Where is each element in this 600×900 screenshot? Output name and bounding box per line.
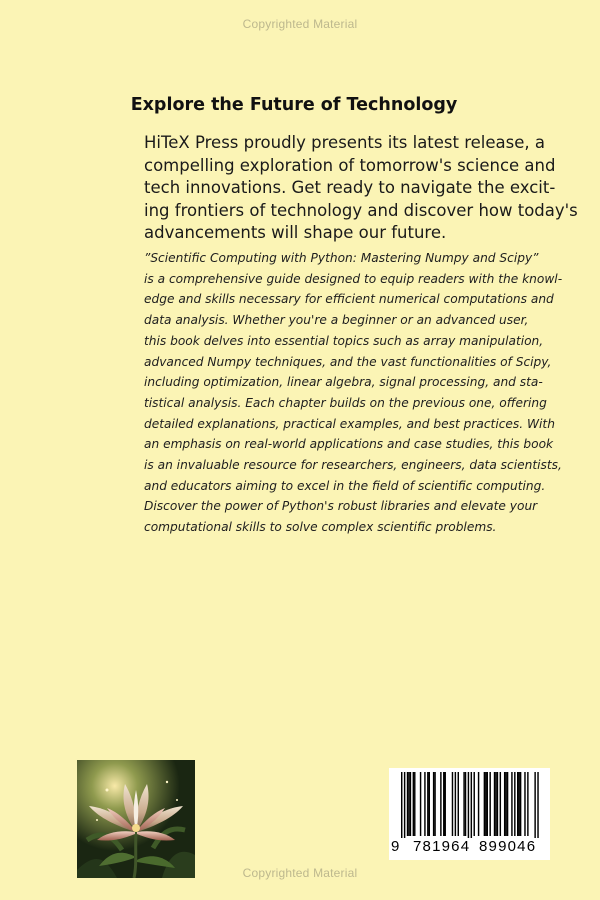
barcode-bar bbox=[505, 772, 506, 836]
barcode-bar bbox=[414, 772, 415, 836]
barcode-bar bbox=[458, 772, 459, 836]
barcode-bar bbox=[537, 772, 538, 838]
isbn-number bbox=[389, 838, 550, 858]
barcode-bar bbox=[440, 772, 441, 836]
barcode-bar bbox=[445, 772, 446, 836]
description-line: this book delves into essential topics such as array manipulation, bbox=[144, 333, 544, 348]
description-line: advanced Numpy techniques, and the vast functionalities of Scipy, bbox=[144, 354, 552, 369]
barcode-bar bbox=[500, 772, 501, 836]
isbn-left-group: 781964 bbox=[413, 838, 471, 855]
barcode-bar bbox=[463, 772, 464, 836]
isbn-right-group: 899046 bbox=[479, 838, 537, 855]
description-line: data analysis. Whether you're a beginner or an advanced user, bbox=[144, 313, 529, 328]
barcode-bar bbox=[468, 772, 469, 838]
description-line: an emphasis on real-world applications and case studies, this book bbox=[144, 437, 554, 452]
barcode-bars bbox=[389, 768, 550, 838]
book-description bbox=[144, 248, 563, 538]
intro-line: HiTeX Press proudly presents its latest release, a bbox=[144, 133, 546, 152]
barcode-bar bbox=[408, 772, 409, 836]
barcode-bar bbox=[429, 772, 430, 836]
description-line: edge and skills necessary for efficient numerical computations and bbox=[144, 292, 554, 307]
description-line: is a comprehensive guide designed to equip readers with the knowl- bbox=[144, 271, 563, 286]
barcode-bar bbox=[401, 772, 402, 838]
barcode-bar bbox=[484, 772, 485, 836]
barcode-bar bbox=[504, 772, 505, 836]
barcode-bar bbox=[520, 772, 521, 836]
barcode-bar bbox=[517, 772, 518, 836]
copyright-watermark-bottom: Copyrighted Material bbox=[242, 866, 358, 880]
barcode-bar bbox=[407, 772, 408, 836]
barcode-bar bbox=[474, 772, 475, 836]
barcode-bar bbox=[495, 772, 496, 836]
barcode-bar bbox=[455, 772, 456, 836]
description-line: is an invaluable resource for researchers, engineers, data scientists, bbox=[144, 458, 562, 473]
barcode-bar bbox=[443, 772, 444, 836]
barcode-bar bbox=[420, 772, 421, 836]
description-line: Discover the power of Python's robust libraries and elevate your bbox=[144, 499, 538, 514]
barcode-bar bbox=[452, 772, 453, 836]
barcode-bar bbox=[485, 772, 486, 836]
description-line: including optimization, linear algebra, signal processing, and sta- bbox=[144, 375, 543, 390]
publisher-intro bbox=[144, 132, 578, 245]
barcode-bar bbox=[514, 772, 515, 836]
description-line: computational skills to solve complex scientific problems. bbox=[144, 520, 497, 535]
barcode-bar bbox=[507, 772, 508, 836]
barcode-bar bbox=[424, 772, 425, 836]
intro-line: compelling exploration of tomorrow's science and bbox=[144, 155, 556, 175]
description-line: tistical analysis. Each chapter builds on the previous one, offering bbox=[144, 395, 547, 410]
intro-line: ing frontiers of technology and discover how today's bbox=[144, 200, 578, 220]
barcode-bar bbox=[524, 772, 525, 836]
flower-illustration bbox=[77, 760, 195, 878]
barcode-bar bbox=[494, 772, 495, 836]
intro-line: tech innovations. Get ready to navigate the excit- bbox=[144, 178, 556, 197]
barcode-bar bbox=[427, 772, 428, 836]
barcode-bar bbox=[410, 772, 411, 836]
barcode-bar bbox=[527, 772, 528, 836]
barcode-bar bbox=[518, 772, 519, 836]
isbn-barcode bbox=[389, 768, 550, 860]
barcode-bar bbox=[433, 772, 434, 836]
barcode-bar bbox=[413, 772, 414, 836]
barcode-bar bbox=[511, 772, 512, 836]
barcode-bar bbox=[404, 772, 405, 838]
flower-image bbox=[77, 760, 195, 878]
isbn-first-digit: 9 bbox=[391, 838, 400, 855]
barcode-bar bbox=[534, 772, 535, 838]
barcode-bar bbox=[465, 772, 466, 836]
barcode-bar bbox=[497, 772, 498, 836]
description-line: and educators aiming to excel in the field of scientific computing. bbox=[144, 478, 546, 493]
barcode-bar bbox=[434, 772, 435, 836]
barcode-bar bbox=[489, 772, 490, 836]
barcode-bar bbox=[487, 772, 488, 836]
copyright-watermark-top: Copyrighted Material bbox=[242, 17, 358, 31]
barcode-bar bbox=[478, 772, 479, 836]
back-cover-heading: Explore the Future of Technology bbox=[130, 95, 458, 115]
barcode-bar bbox=[471, 772, 472, 838]
description-line: ”Scientific Computing with Python: Mastering Numpy and Scipy” bbox=[144, 251, 539, 265]
description-line: detailed explanations, practical examples, and best practices. With bbox=[144, 416, 555, 431]
intro-line: advancements will shape our future. bbox=[144, 223, 447, 242]
